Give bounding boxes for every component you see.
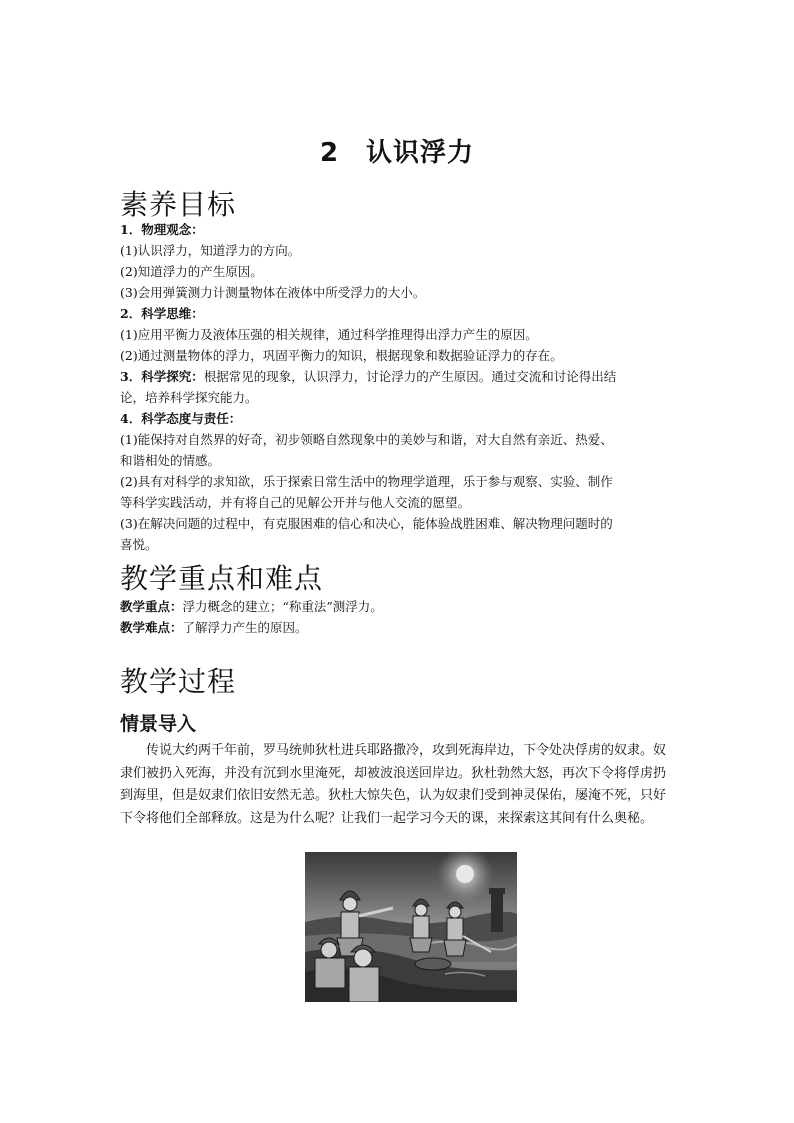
goal-3-line: 3．科学探究：根据常见的现象，认识浮力，讨论浮力的产生原因。通过交流和讨论得出结 <box>120 369 617 384</box>
process-heading: 教学过程 <box>120 665 237 698</box>
goal-1-item: (3)会用弹簧测力计测量物体在液体中所受浮力的大小。 <box>120 285 426 300</box>
goal-2-item: (1)应用平衡力及液体压强的相关规律，通过科学推理得出浮力产生的原因。 <box>120 327 538 342</box>
difficulty-line: 教学难点：了解浮力产生的原因。 <box>120 620 308 635</box>
goal-4-line: (3)在解决问题的过程中，有克服困难的信心和决心，能体验战胜困难、解决物理问题时的 <box>120 516 613 531</box>
goal-3-line: 论，培养科学探究能力。 <box>120 390 258 405</box>
lesson-title: 2 认识浮力 <box>319 138 475 168</box>
intro-heading: 情景导入 <box>120 713 197 735</box>
intro-paragraph: 传说大约两千年前，罗马统帅狄杜进兵耶路撒冷，攻到死海岸边，下令处决俘虏的奴隶。奴隶们被扔入死海，并没有沉到水里淹死，却被波浪送回岸边。狄杜勃然大怒，再次下令将俘虏扔到海里，但是奴隶们依旧安然无恙。狄杜大惊失色，认为奴隶们受到神灵保佑，屡淹不死，只好下令将他们全部释放。这是为什么呢？让我们一起学习今天的课，来探索这其间有什么奥秘。 <box>120 743 667 826</box>
key-point-line: 教学重点：浮力概念的建立；“称重法”测浮力。 <box>120 599 383 614</box>
key-points-heading: 教学重点和难点 <box>120 562 324 595</box>
goals-heading: 素养目标 <box>120 188 237 221</box>
goal-2-label: 2．科学思维： <box>120 306 204 321</box>
goal-1-label: 1．物理观念： <box>120 222 204 237</box>
roman-soldiers-dead-sea-illustration <box>305 852 517 1002</box>
goal-4-line: (1)能保持对自然界的好奇，初步领略自然现象中的美妙与和谐，对大自然有亲近、热爱、 <box>120 432 613 447</box>
goal-4-line: 等科学实践活动，并有将自己的见解公开并与他人交流的愿望。 <box>120 495 471 510</box>
goal-4-line: (2)具有对科学的求知欲，乐于探索日常生活中的物理学道理，乐于参与观察、实验、制作 <box>120 474 613 489</box>
goal-2-item: (2)通过测量物体的浮力，巩固平衡力的知识，根据现象和数据验证浮力的存在。 <box>120 348 563 363</box>
goal-4-line: 喜悦。 <box>120 537 158 552</box>
goal-4-line: 和谐相处的情感。 <box>120 453 221 468</box>
goal-1-item: (1)认识浮力，知道浮力的方向。 <box>120 243 301 258</box>
goal-1-item: (2)知道浮力的产生原因。 <box>120 264 263 279</box>
goal-4-label: 4．科学态度与责任： <box>120 411 242 426</box>
